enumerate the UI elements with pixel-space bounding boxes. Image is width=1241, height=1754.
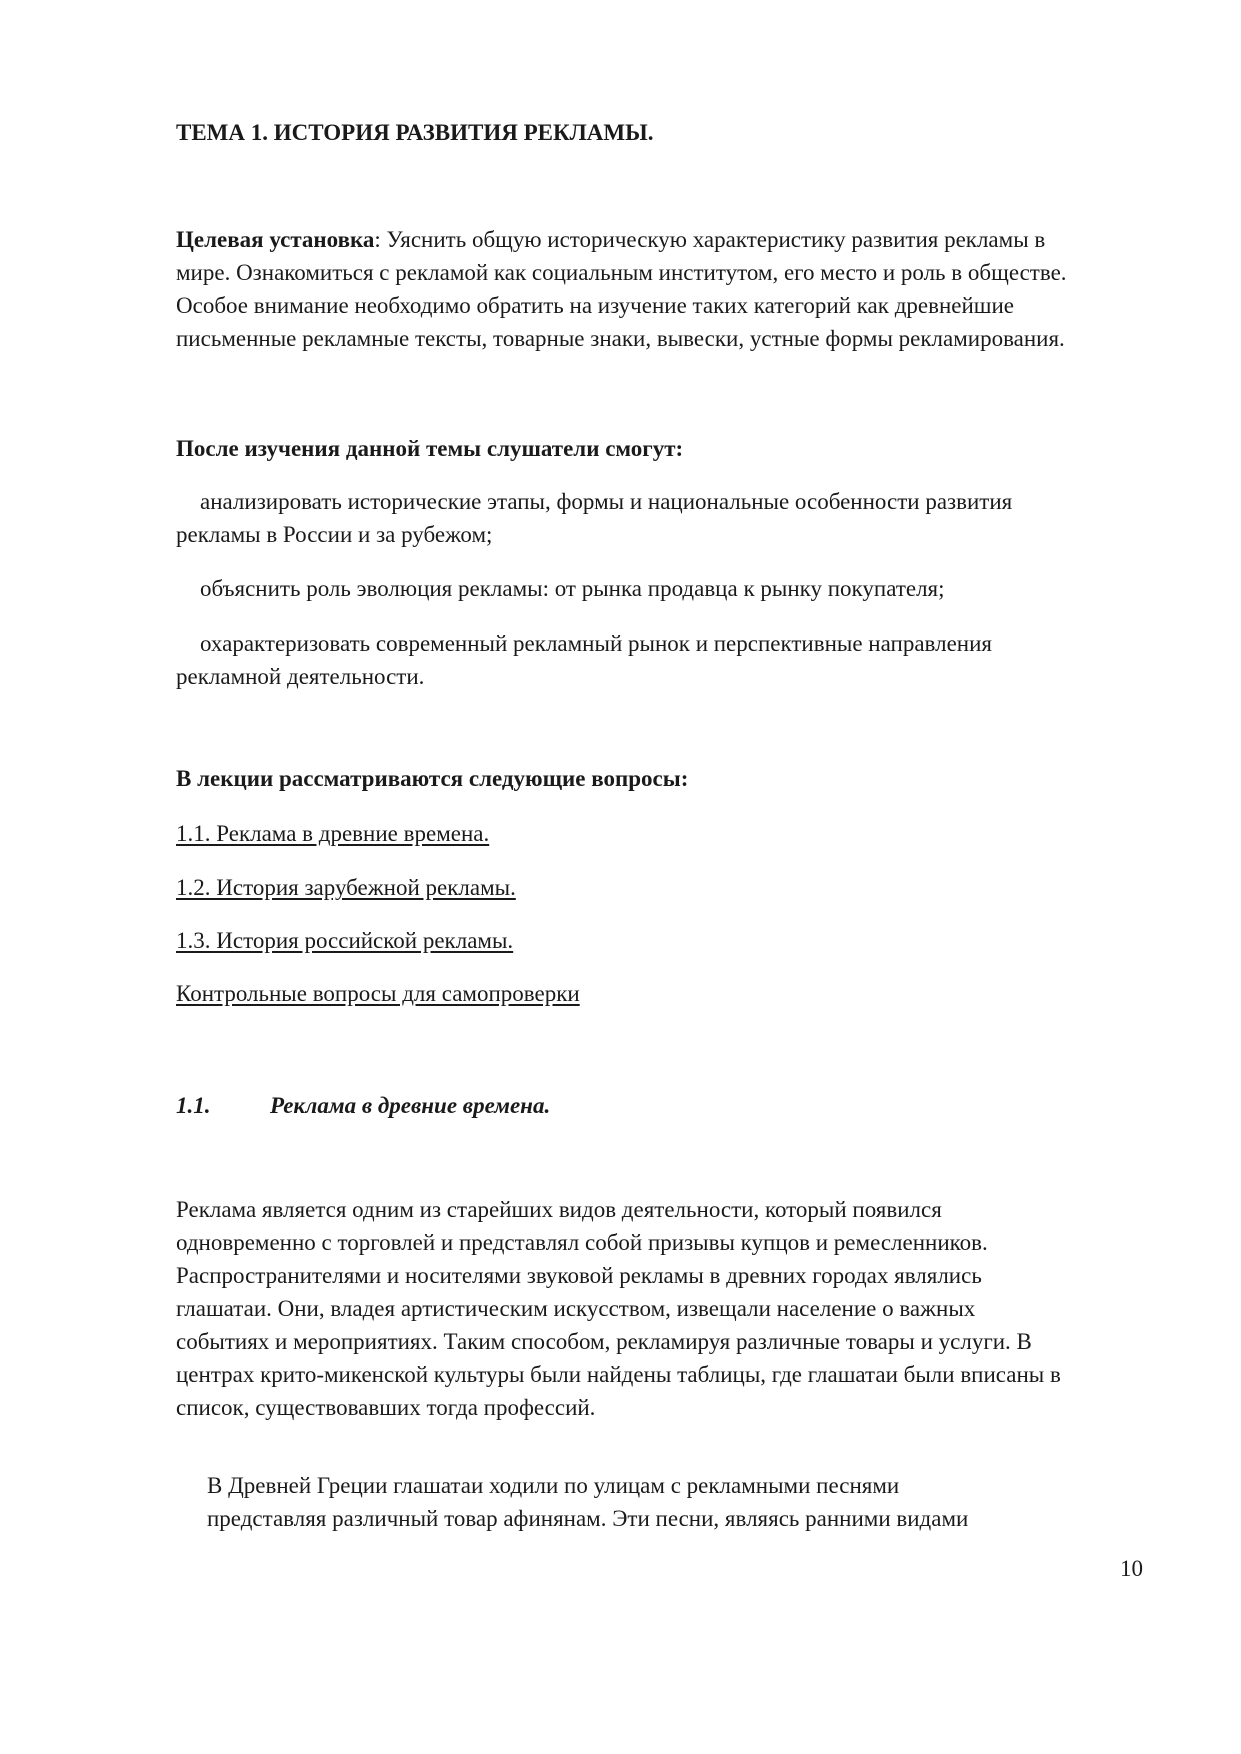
outcome-item: [176, 627, 1176, 693]
outcome-item-line: рекламной деятельности.: [176, 664, 425, 689]
body-paragraph-2: [207, 1469, 1207, 1535]
paragraph-line: В Древней Греции глашатаи ходили по улицам с рекламными песнями: [207, 1473, 900, 1498]
toc-link-1-2[interactable]: 1.2. История зарубежной рекламы.: [176, 875, 516, 900]
toc-link-self-check[interactable]: Контрольные вопросы для самопроверки: [176, 981, 580, 1006]
outcome-item-line: рекламы в России и за рубежом;: [176, 522, 493, 547]
toc-link-1-1[interactable]: 1.1. Реклама в древние времена.: [176, 821, 490, 846]
goal-line-4: письменные рекламные тексты, товарные знаки, вывески, устные формы рекламирования.: [176, 326, 1065, 351]
outcome-item-line: объяснить роль эволюция рекламы: от рынка продавца к рынку покупателя;: [200, 576, 945, 601]
outcome-item: [176, 485, 1176, 551]
body-paragraph-1: [176, 1193, 1176, 1424]
page-number: 10: [1120, 1556, 1143, 1581]
paragraph-line: событиях и мероприятиях. Таким способом, рекламируя различные товары и услуги. В: [176, 1329, 1032, 1354]
outcome-item-line: анализировать исторические этапы, формы и национальные особенности развития: [200, 489, 1013, 514]
paragraph-line: Реклама является одним из старейших видов деятельности, который появился: [176, 1197, 942, 1222]
goal-line-3: Особое внимание необходимо обратить на изучение таких категорий как древнейшие: [176, 293, 1015, 318]
outcome-item: [176, 572, 1176, 605]
paragraph-line: глашатаи. Они, владея артистическим искусством, извещали население о важных: [176, 1296, 976, 1321]
paragraph-line: центрах крито-микенской культуры были найдены таблицы, где глашатаи были вписаны в: [176, 1362, 1061, 1387]
section-number: 1.1.: [176, 1093, 211, 1118]
paragraph-line: одновременно с торговлей и представлял собой призывы купцов и ремесленников.: [176, 1230, 988, 1255]
questions-heading: В лекции рассматриваются следующие вопросы:: [176, 766, 689, 791]
paragraph-line: список, существовавших тогда профессий.: [176, 1395, 596, 1420]
toc-link-1-3[interactable]: 1.3. История российской рекламы.: [176, 928, 514, 953]
paragraph-line: представляя различный товар афинянам. Эти песни, являясь ранними видами: [207, 1506, 969, 1531]
goal-line-2: мире. Ознакомиться с рекламой как социальным институтом, его место и роль в обществе.: [176, 260, 1067, 285]
goal-paragraph: [176, 223, 1176, 355]
paragraph-line: Распространителями и носителями звуковой рекламы в древних городах являлись: [176, 1263, 982, 1288]
goal-label: Целевая установка: [176, 227, 375, 252]
section-title: Реклама в древние времена.: [270, 1093, 551, 1118]
outcomes-heading: После изучения данной темы слушатели смогут:: [176, 436, 684, 461]
section-heading: [176, 1089, 1176, 1122]
page-title: ТЕМА 1. ИСТОРИЯ РАЗВИТИЯ РЕКЛАМЫ.: [176, 120, 654, 145]
outcome-item-line: охарактеризовать современный рекламный рынок и перспективные направления: [200, 631, 992, 656]
goal-line-1: : Уяснить общую историческую характеристику развития рекламы в: [374, 227, 1046, 252]
